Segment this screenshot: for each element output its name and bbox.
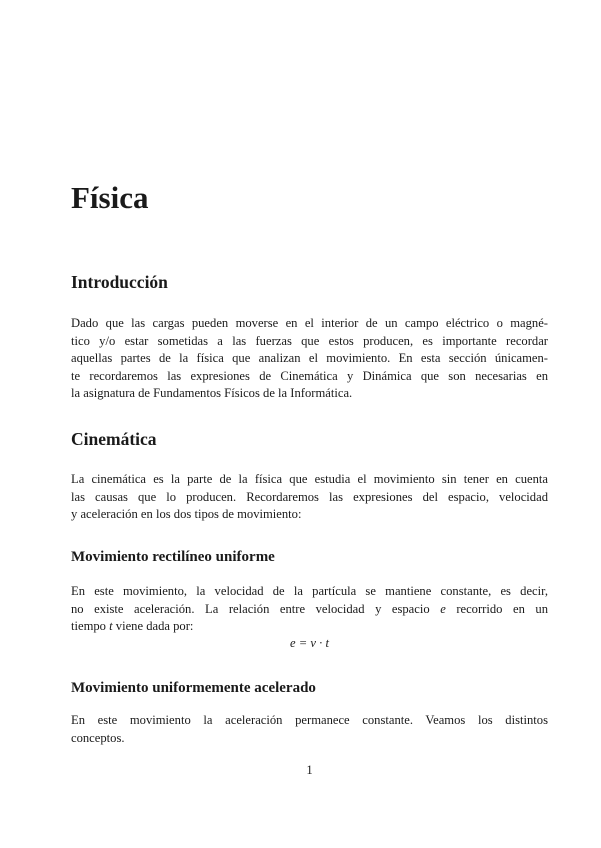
text-fragment: recorrido en un xyxy=(456,601,548,616)
document-page xyxy=(71,0,548,848)
paragraph-line: las causas que lo producen. Recordaremos las expresiones del espacio, velocidad xyxy=(71,489,548,504)
text-fragment: no existe aceleración. La relación entre velocidad y espacio xyxy=(71,601,430,616)
chapter-title: Física xyxy=(71,180,149,215)
paragraph-cinematica xyxy=(71,471,548,524)
paragraph-line: aquellas partes de la física que analizan el movimiento. En esta sección únicamen- xyxy=(71,351,548,365)
paragraph-line: te recordaremos las expresiones de Cinemática y Dinámica que son necesarias en xyxy=(71,368,548,383)
page-number: 1 xyxy=(306,763,313,777)
subsection-title-mru: Movimiento rectilíneo uniforme xyxy=(71,549,275,565)
paragraph-line: tico y/o estar sometidas a las fuerzas que estos producen, es importante recordar xyxy=(71,333,548,348)
section-title-introduccion: Introducción xyxy=(71,272,168,292)
paragraph-line: En este movimiento, la velocidad de la partícula se mantiene constante, es decir, xyxy=(71,584,548,598)
paragraph-line: Dado que las cargas pueden moverse en el interior de un campo eléctrico o magné- xyxy=(71,316,548,330)
paragraph-line: La cinemática es la parte de la física que estudia el movimiento sin tener en cuenta xyxy=(71,472,548,486)
paragraph-line xyxy=(71,618,548,636)
text-fragment: viene dada por: xyxy=(115,619,194,633)
paragraph-mua xyxy=(71,712,548,747)
paragraph-introduccion xyxy=(71,315,548,403)
variable-time: t xyxy=(109,619,113,633)
paragraph-line: conceptos. xyxy=(71,730,125,745)
variable-space: e xyxy=(440,601,446,616)
section-title-cinematica: Cinemática xyxy=(71,429,157,449)
subsection-title-mua: Movimiento uniformemente acelerado xyxy=(71,680,316,696)
paragraph-line: la asignatura de Fundamentos Físicos de la Informática. xyxy=(71,386,353,400)
paragraph-line: En este movimiento la aceleración permanece constante. Veamos los distintos xyxy=(71,713,548,727)
equation-space-velocity-time: e = v · t xyxy=(290,636,329,650)
paragraph-line: y aceleración en los dos tipos de movimiento: xyxy=(71,507,302,521)
paragraph-line xyxy=(71,601,548,619)
text-fragment: tiempo xyxy=(71,619,106,633)
paragraph-mru xyxy=(71,583,548,636)
